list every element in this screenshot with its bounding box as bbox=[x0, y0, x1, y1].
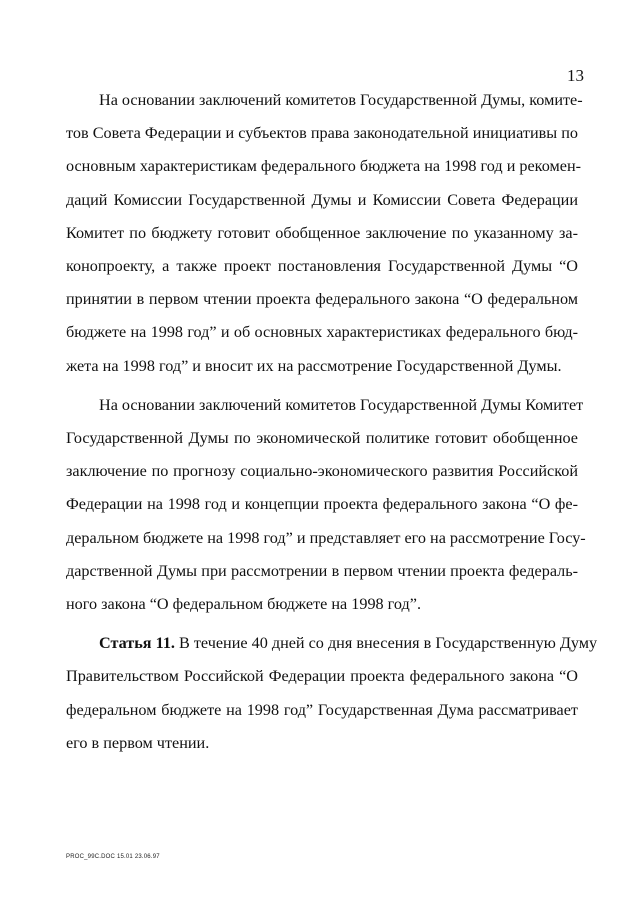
text-line: принятии в первом чтении проекта федерального закона “О федеральном bbox=[66, 290, 578, 309]
text-line: конопроекту, а также проект постановления Государственной Думы “О bbox=[66, 257, 578, 276]
text-line: На основании заключений комитетов Государственной Думы Комитет bbox=[99, 395, 584, 414]
text-line: Федерации на 1998 год и концепции проекта федерального закона “О фе- bbox=[66, 495, 578, 514]
text-line: Комитет по бюджету готовит обобщенное заключение по указанному за- bbox=[66, 223, 578, 242]
text-line: На основании заключений комитетов Государственной Думы, комите- bbox=[99, 91, 583, 109]
document-footer: PROC_99C.DOC 15.01 23.06.97 bbox=[66, 854, 160, 860]
page-number: 13 bbox=[567, 66, 584, 85]
text-line: основным характеристикам федерального бюджета на 1998 год и рекомен- bbox=[66, 157, 581, 176]
text-line: жета на 1998 год” и вносит их на рассмотрение Государственной Думы. bbox=[66, 356, 562, 375]
article-first-line: В течение 40 дней со дня внесения в Государственную Думу bbox=[174, 634, 598, 653]
text-line: Государственной Думы по экономической политике готовит обобщенное bbox=[66, 429, 578, 448]
article-label: Статья 11. bbox=[99, 634, 175, 653]
paragraph-2 bbox=[66, 389, 586, 621]
text-line: даций Комиссии Государственной Думы и Комиссии Совета Федерации bbox=[66, 190, 578, 209]
text-line: Правительством Российской Федерации проекта федерального закона “О bbox=[66, 667, 578, 686]
text-line: тов Совета Федерации и субъектов права законодательной инициативы по bbox=[66, 124, 578, 143]
text-line bbox=[66, 627, 598, 660]
text-line: дарственной Думы при рассмотрении в первом чтении проекта федераль- bbox=[66, 561, 578, 580]
text-line: федеральном бюджете на 1998 год” Государственная Дума рассматривает bbox=[66, 700, 578, 719]
text-line: заключение по прогнозу социально-экономического развития Российской bbox=[66, 462, 578, 481]
text-line: ного закона “О федеральном бюджете на 1998 год”. bbox=[66, 595, 422, 614]
paragraph-article-11 bbox=[66, 627, 598, 760]
text-line: деральном бюджете на 1998 год” и представляет его на рассмотрение Госу- bbox=[66, 528, 586, 547]
text-line: бюджете на 1998 год” и об основных характеристиках федерального бюд- bbox=[66, 323, 578, 342]
text-line: его в первом чтении. bbox=[66, 733, 210, 752]
document-body bbox=[66, 84, 598, 766]
paragraph-1 bbox=[66, 84, 583, 383]
